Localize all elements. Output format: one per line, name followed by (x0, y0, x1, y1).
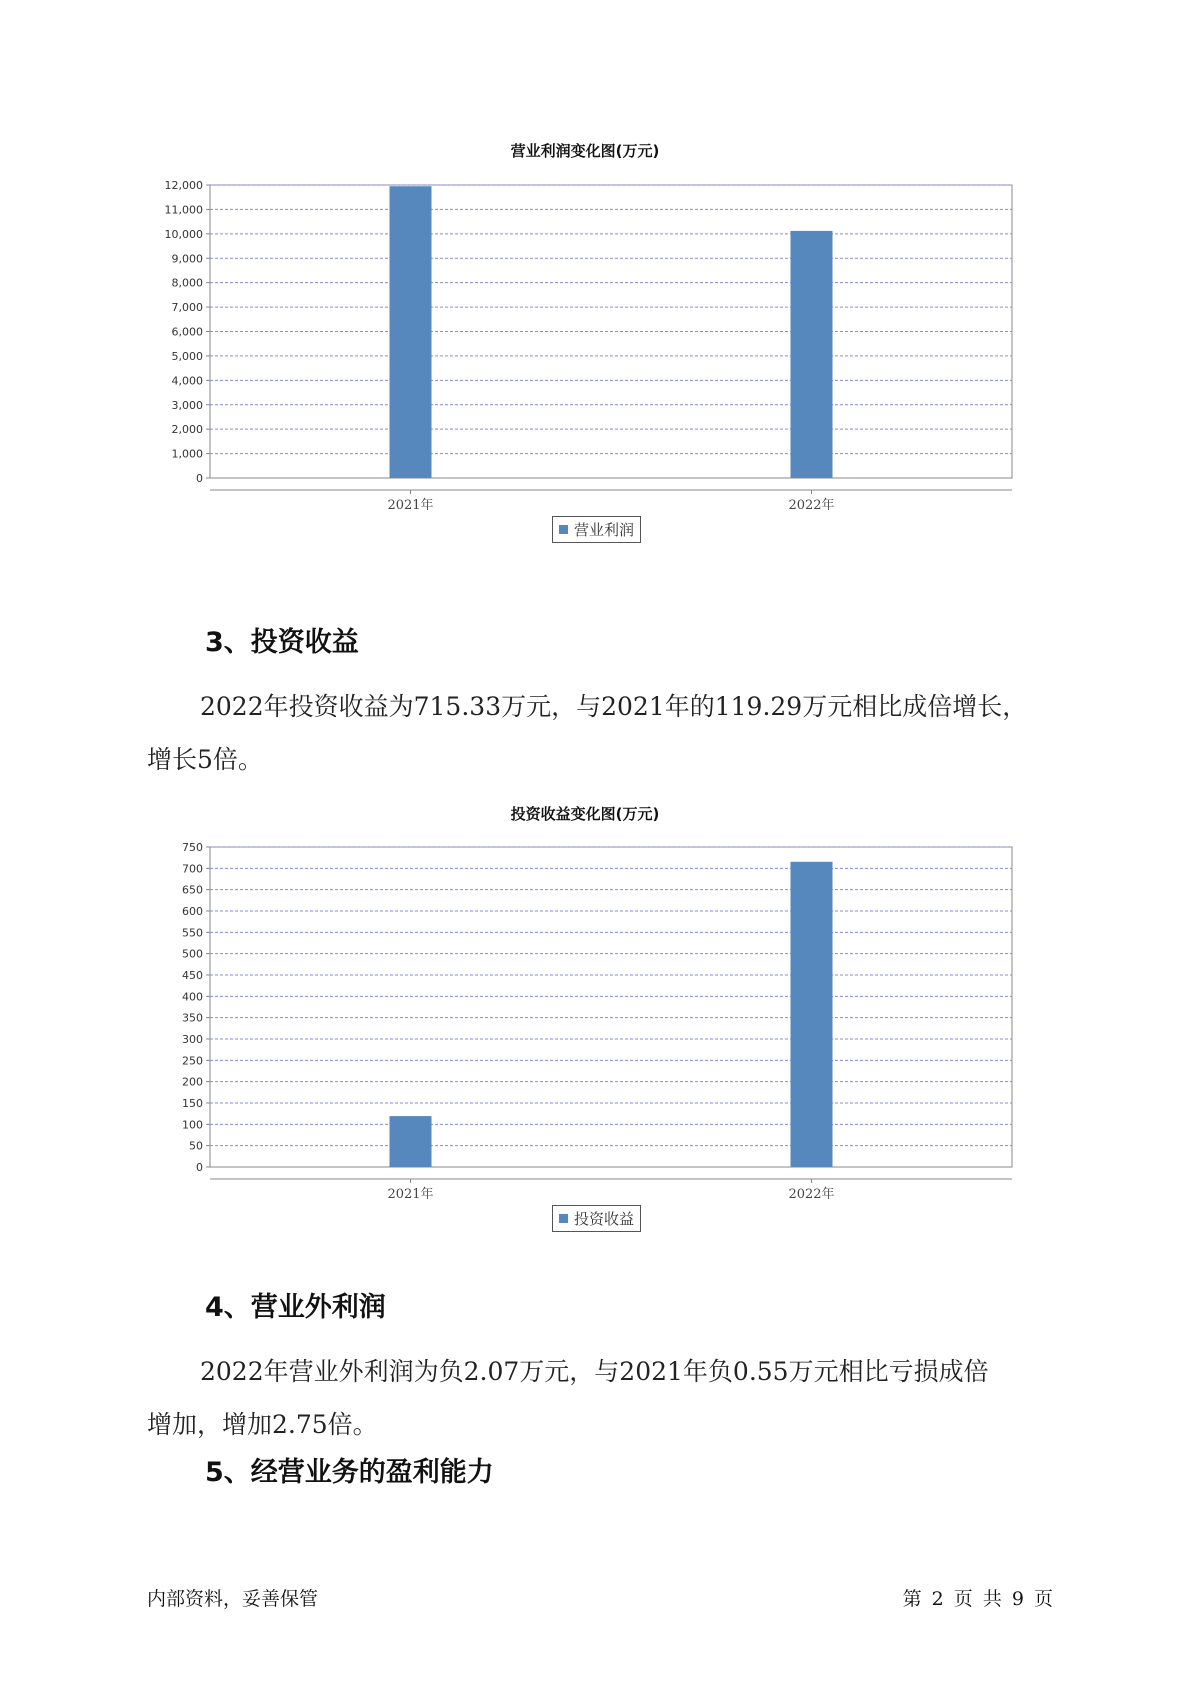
y-tick-label: 8,000 (171, 276, 203, 290)
x-tick-label: 2022年 (788, 498, 835, 510)
y-tick-label: 200 (182, 1075, 203, 1089)
plot-frame (210, 847, 1012, 1167)
y-tick-label: 4,000 (171, 374, 203, 388)
y-tick-label: 550 (182, 926, 203, 940)
y-tick-label: 650 (182, 883, 203, 897)
paragraph-line: 增加，增加2.75倍。 (147, 1410, 378, 1439)
bar (390, 186, 432, 478)
investment-income-chart (150, 803, 1020, 1263)
y-tick-label: 500 (182, 947, 203, 961)
paragraph-non-operating-profit (147, 1345, 1047, 1451)
paragraph-line: 增长5倍。 (147, 745, 263, 774)
chart-legend (552, 516, 641, 543)
paragraph-investment-income (147, 680, 1047, 786)
bar (791, 862, 833, 1167)
y-tick-label: 2,000 (171, 423, 203, 437)
x-tick-label: 2021年 (387, 498, 434, 510)
section-heading-non-operating-profit: 4、营业外利润 (205, 1292, 386, 1323)
section-heading-investment-income: 3、投资收益 (205, 627, 359, 658)
section-heading-operating-profitability: 5、经营业务的盈利能力 (205, 1457, 494, 1488)
x-tick-label: 2022年 (788, 1187, 835, 1199)
y-tick-label: 10,000 (164, 227, 203, 241)
y-tick-label: 250 (182, 1054, 203, 1068)
chart-title: 投资收益变化图(万元) (510, 805, 660, 823)
paragraph-line: 2022年投资收益为715.33万元，与2021年的119.29万元相比成倍增长， (200, 692, 1028, 721)
operating-profit-chart (150, 140, 1020, 550)
chart-plot (150, 170, 1020, 510)
y-tick-label: 400 (182, 990, 203, 1004)
y-tick-label: 600 (182, 905, 203, 918)
bar (390, 1116, 432, 1167)
y-tick-label: 12,000 (164, 179, 203, 192)
y-tick-label: 1,000 (171, 447, 203, 461)
y-tick-label: 350 (182, 1011, 203, 1025)
y-tick-label: 300 (182, 1033, 203, 1046)
paragraph-line: 2022年营业外利润为负2.07万元，与2021年负0.55万元相比亏损成倍 (200, 1357, 989, 1386)
x-tick-label: 2021年 (387, 1187, 434, 1199)
y-tick-label: 3,000 (171, 398, 203, 412)
footer-page-number: 第 2 页 共 9 页 (902, 1588, 1053, 1610)
y-tick-label: 0 (196, 1161, 203, 1174)
y-tick-label: 750 (182, 841, 203, 854)
y-tick-label: 100 (182, 1118, 203, 1132)
y-tick-label: 450 (182, 969, 203, 982)
y-tick-label: 0 (196, 472, 203, 485)
y-tick-label: 50 (189, 1139, 203, 1153)
y-tick-label: 9,000 (171, 252, 203, 266)
y-tick-label: 5,000 (171, 349, 203, 363)
legend-swatch (559, 525, 568, 534)
y-tick-label: 700 (182, 862, 203, 876)
y-tick-label: 11,000 (164, 203, 203, 217)
footer-confidential-note: 内部资料，妥善保管 (147, 1588, 319, 1610)
legend-swatch (559, 1214, 568, 1223)
y-tick-label: 150 (182, 1097, 203, 1110)
bar (791, 231, 833, 478)
legend-label: 营业利润 (574, 521, 635, 539)
y-tick-label: 7,000 (171, 301, 203, 315)
chart-legend (552, 1205, 641, 1232)
chart-plot (150, 833, 1020, 1199)
chart-title: 营业利润变化图(万元) (510, 142, 660, 160)
legend-label: 投资收益 (574, 1210, 635, 1228)
y-tick-label: 6,000 (171, 325, 203, 339)
